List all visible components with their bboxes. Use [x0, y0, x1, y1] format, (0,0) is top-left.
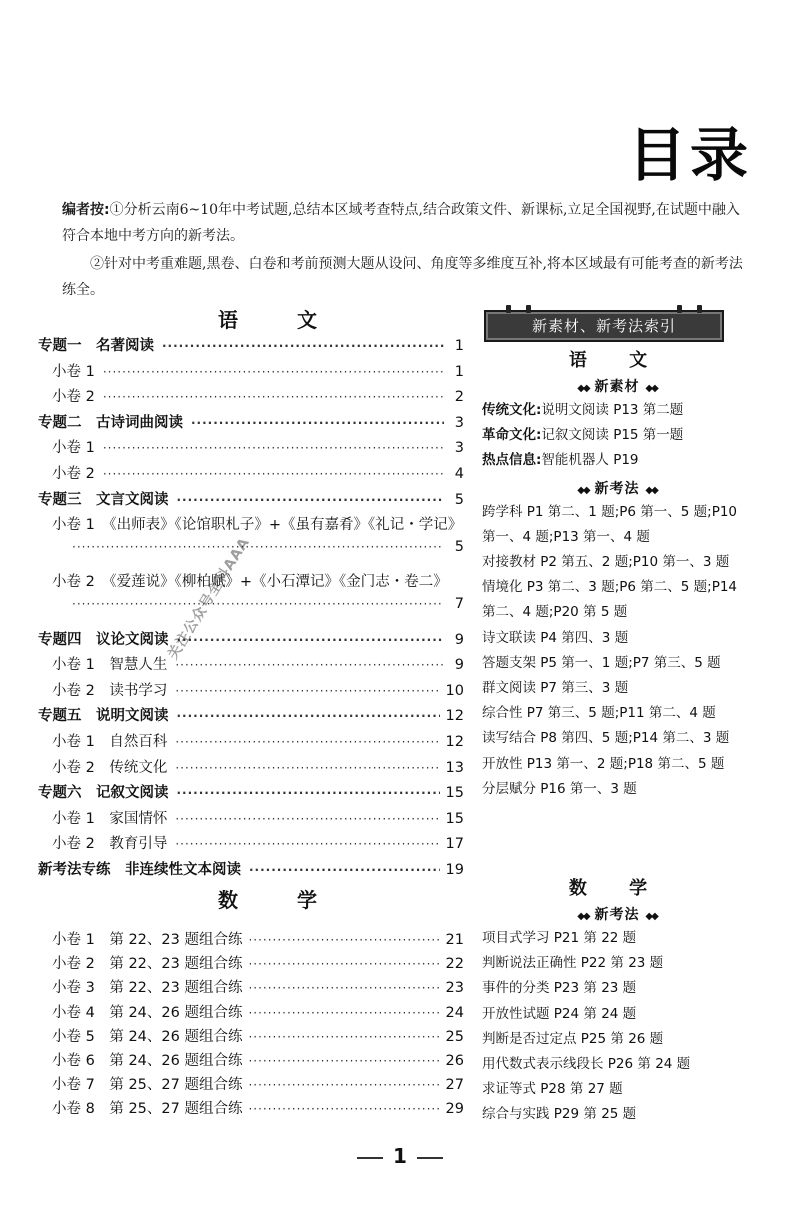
toc-page-number: 17 — [445, 836, 464, 853]
index-item: 判断说法正确性 P22 第 23 题 — [482, 955, 664, 972]
dot-leader — [248, 981, 439, 995]
dot-leader — [177, 633, 445, 647]
dot-leader — [72, 540, 444, 554]
toc-row[interactable] — [52, 928, 464, 952]
toc-row[interactable] — [38, 570, 464, 596]
toc-page-number: 27 — [445, 1077, 464, 1094]
index-item: 开放性试题 P24 第 24 题 — [482, 1005, 637, 1022]
footer-dash — [357, 1157, 383, 1159]
toc-row[interactable] — [38, 513, 464, 539]
toc-topic-row[interactable] — [38, 704, 464, 730]
index-item: 判断是否过定点 P25 第 26 题 — [482, 1030, 664, 1047]
toc-label: 专题四 议论文阅读 — [38, 631, 169, 648]
toc-label: 小卷 4 第 24、26 题组合练 — [52, 1004, 243, 1021]
dot-leader — [249, 863, 440, 877]
index-item-category: 热点信息: — [482, 452, 542, 469]
toc-page-number: 10 — [445, 682, 464, 699]
chinese-heading: 语 文 — [218, 308, 343, 332]
toc-page-number: 13 — [445, 759, 464, 776]
toc-page-number: 19 — [445, 861, 464, 878]
math-toc-list — [52, 928, 464, 1122]
watermark: 关注公众号全科AAA — [165, 534, 254, 663]
new-material-list — [482, 398, 752, 474]
toc-page-number: 7 — [454, 595, 464, 612]
toc-page-number: 15 — [445, 810, 464, 827]
toc-page-number: 5 — [454, 538, 464, 555]
math-heading: 数 学 — [218, 888, 343, 912]
diamond-icon: ◆◆ — [645, 484, 657, 496]
dot-leader — [162, 339, 444, 353]
index-item: 分层赋分 P16 第一、3 题 — [482, 780, 637, 797]
toc-page-number: 2 — [454, 389, 464, 406]
toc-row[interactable] — [38, 807, 464, 833]
toc-row[interactable] — [38, 730, 464, 756]
toc-page-number: 3 — [454, 414, 464, 431]
toc-page-number: 1 — [454, 363, 464, 380]
dot-leader — [175, 658, 444, 672]
toc-page-number: 23 — [445, 980, 464, 997]
dot-leader — [103, 467, 444, 481]
toc-page-number: 25 — [445, 1028, 464, 1045]
dot-leader — [175, 837, 439, 851]
toc-label: 小卷 2 教育引导 — [52, 836, 168, 853]
dot-leader — [72, 597, 444, 611]
new-material-heading — [482, 376, 752, 396]
toc-topic-row[interactable] — [38, 411, 464, 437]
index-item: 项目式学习 P21 第 22 题 — [482, 930, 637, 946]
toc-label: 小卷 1 — [52, 363, 95, 380]
math-method-heading-label: 新考法 — [594, 907, 640, 923]
toc-label: 小卷 1 家国情怀 — [52, 810, 168, 827]
dot-leader — [177, 786, 440, 800]
index-item: 第一、4 题;P13 第一、4 题 — [482, 528, 650, 545]
diamond-icon: ◆◆ — [577, 911, 589, 922]
dot-leader — [175, 735, 439, 749]
new-material-heading-label: 新素材 — [594, 379, 640, 395]
banner-stud — [506, 305, 511, 313]
index-item: 对接教材 P2 第五、2 题;P10 第一、3 题 — [482, 554, 730, 571]
toc-label: 小卷 1 《出师表》《论馆职札子》+《虽有嘉肴》《礼记・学记》 — [52, 517, 463, 534]
toc-topic-row[interactable] — [38, 334, 464, 360]
dot-leader — [175, 812, 439, 826]
toc-row[interactable] — [52, 1001, 464, 1025]
toc-page-number: 24 — [445, 1004, 464, 1021]
toc-page-number: 26 — [445, 1052, 464, 1069]
dot-leader — [248, 1006, 439, 1020]
editor-note — [62, 197, 752, 303]
toc-label: 小卷 2 读书学习 — [52, 682, 168, 699]
toc-label: 小卷 7 第 25、27 题组合练 — [52, 1077, 243, 1094]
toc-row[interactable] — [52, 952, 464, 976]
toc-label: 专题三 文言文阅读 — [38, 491, 169, 508]
toc-page-number: 4 — [454, 465, 464, 482]
toc-label: 小卷 2 — [52, 465, 95, 482]
toc-label: 小卷 5 第 24、26 题组合练 — [52, 1028, 243, 1045]
dot-leader — [177, 709, 440, 723]
toc-label: 小卷 2 第 22、23 题组合练 — [52, 956, 243, 973]
dot-leader — [191, 416, 444, 430]
index-item-ref: 记叙文阅读 P15 第一题 — [541, 427, 684, 444]
index-item: 求证等式 P28 第 27 题 — [482, 1081, 623, 1098]
index-item: 读写结合 P8 第四、5 题;P14 第二、3 题 — [482, 730, 730, 747]
index-item: 诗文联读 P4 第四、3 题 — [482, 629, 629, 646]
index-item — [482, 398, 752, 423]
toc-row[interactable] — [52, 1073, 464, 1097]
toc-label: 小卷 3 第 22、23 题组合练 — [52, 980, 243, 997]
toc-row[interactable] — [38, 756, 464, 782]
diamond-icon: ◆◆ — [577, 383, 589, 394]
index-item: 答题支架 P5 第一、1 题;P7 第三、5 题 — [482, 654, 721, 671]
index-item-ref: 说明文阅读 P13 第二题 — [541, 402, 684, 418]
page-title: 目录 — [627, 121, 752, 189]
index-chinese-heading: 语 文 — [568, 350, 666, 371]
toc-row[interactable] — [52, 1049, 464, 1073]
index-item — [482, 423, 752, 448]
toc-label: 专题五 说明文阅读 — [38, 708, 169, 725]
banner-stud — [526, 305, 531, 313]
toc-label: 小卷 2 《爱莲说》《柳柏赋》+《小石潭记》《金门志・卷二》 — [52, 574, 448, 591]
toc-label: 小卷 1 自然百科 — [52, 733, 168, 750]
new-method-heading — [482, 478, 752, 498]
toc-row[interactable] — [38, 436, 464, 462]
toc-label: 新考法专练 非连续性文本阅读 — [38, 861, 241, 878]
toc-topic-row[interactable] — [38, 488, 464, 514]
dot-leader — [248, 957, 439, 971]
toc-label: 小卷 1 第 22、23 题组合练 — [52, 932, 243, 948]
dot-leader — [248, 1102, 439, 1116]
index-item: 群文阅读 P7 第三、3 题 — [482, 680, 629, 697]
diamond-icon: ◆◆ — [577, 484, 589, 496]
toc-row[interactable] — [38, 360, 464, 386]
toc-label: 小卷 6 第 24、26 题组合练 — [52, 1052, 243, 1069]
index-item: 用代数式表示线段长 P26 第 24 题 — [482, 1056, 691, 1073]
toc-page-number: 5 — [454, 491, 464, 508]
dot-leader — [103, 365, 444, 379]
toc-label: 小卷 1 智慧人生 — [52, 657, 168, 674]
toc-page-number: 1 — [454, 338, 464, 354]
toc-label: 专题六 记叙文阅读 — [38, 785, 169, 802]
toc-page-number: 3 — [454, 440, 464, 457]
toc-page-number: 12 — [445, 708, 464, 725]
toc-page-number: 22 — [445, 956, 464, 973]
index-item-category: 传统文化: — [482, 402, 542, 418]
index-item-ref: 智能机器人 P19 — [541, 452, 639, 469]
toc-label: 小卷 2 传统文化 — [52, 759, 168, 776]
diamond-icon: ◆◆ — [645, 911, 657, 922]
index-item — [482, 448, 752, 473]
toc-label: 小卷 8 第 25、27 题组合练 — [52, 1101, 243, 1118]
dot-leader — [175, 684, 439, 698]
page-number: 1 — [393, 1144, 407, 1168]
index-item: 情境化 P3 第二、3 题;P6 第二、5 题;P14 — [482, 579, 738, 596]
toc-label: 专题一 名著阅读 — [38, 338, 154, 354]
index-item: 综合性 P7 第三、5 题;P11 第二、4 题 — [482, 705, 716, 722]
new-method-list — [482, 500, 752, 802]
dot-leader — [175, 761, 439, 775]
dot-leader — [248, 933, 439, 947]
toc-page-number: 29 — [445, 1101, 464, 1118]
toc-page-number: 9 — [454, 631, 464, 648]
toc-row[interactable] — [52, 1097, 464, 1121]
index-banner — [484, 310, 724, 342]
toc-row[interactable] — [38, 653, 464, 679]
chinese-toc-list — [38, 334, 464, 883]
toc-row[interactable] — [52, 976, 464, 1000]
dot-leader — [248, 1030, 439, 1044]
banner-stud — [677, 305, 682, 313]
toc-row[interactable] — [38, 832, 464, 858]
toc-label: 专题二 古诗词曲阅读 — [38, 414, 183, 431]
index-item: 事件的分类 P23 第 23 题 — [482, 980, 637, 997]
dot-leader — [248, 1054, 439, 1068]
index-chinese — [482, 346, 752, 802]
diamond-icon: ◆◆ — [645, 383, 657, 394]
index-item: 跨学科 P1 第二、1 题;P6 第一、5 题;P10 — [482, 503, 738, 520]
toc-row[interactable] — [38, 462, 464, 488]
index-math-heading: 数 学 — [568, 878, 666, 899]
toc-row-continued — [38, 596, 464, 622]
toc-label: 小卷 1 — [52, 440, 95, 457]
index-item-category: 革命文化: — [482, 427, 542, 444]
toc-label: 小卷 2 — [52, 389, 95, 406]
dot-leader — [177, 493, 445, 507]
editor-note-p1 — [62, 197, 752, 249]
editor-note-text-2: ②针对中考重难题,黑卷、白卷和考前预测大题从设问、角度等多维度互补,将本区域最有可能考查的新考法练全。 — [62, 256, 743, 298]
math-method-list — [482, 926, 752, 1128]
dot-leader — [248, 1078, 439, 1092]
dot-leader — [103, 441, 444, 455]
index-item: 第二、4 题;P20 第 5 题 — [482, 604, 628, 621]
banner-stud — [697, 305, 702, 313]
toc-row[interactable] — [52, 1025, 464, 1049]
toc-page-number: 9 — [454, 657, 464, 674]
toc-row[interactable] — [38, 679, 464, 705]
new-method-heading-label: 新考法 — [594, 480, 640, 497]
toc-topic-row[interactable] — [38, 858, 464, 884]
toc-topic-row[interactable] — [38, 781, 464, 807]
editor-note-label: 编者按: — [62, 202, 110, 218]
index-item: 综合与实践 P29 第 25 题 — [482, 1106, 637, 1123]
index-math — [482, 874, 752, 1128]
editor-note-text-1: ①分析云南6~10年中考试题,总结本区域考查特点,结合政策文件、新课标,立足全国视野,在试题中融入符合本地中考方向的新考法。 — [62, 202, 740, 244]
toc-page-number: 12 — [445, 733, 464, 750]
toc-row[interactable] — [38, 385, 464, 411]
toc-page-number: 15 — [445, 785, 464, 802]
toc-topic-row[interactable] — [38, 628, 464, 654]
dot-leader — [103, 390, 444, 404]
math-method-heading — [482, 904, 752, 924]
index-item: 开放性 P13 第一、2 题;P18 第二、5 题 — [482, 755, 725, 772]
page-footer — [0, 1144, 800, 1168]
toc-page-number: 21 — [445, 932, 464, 948]
footer-dash — [417, 1157, 443, 1159]
banner-label: 新素材、新考法索引 — [531, 317, 676, 335]
